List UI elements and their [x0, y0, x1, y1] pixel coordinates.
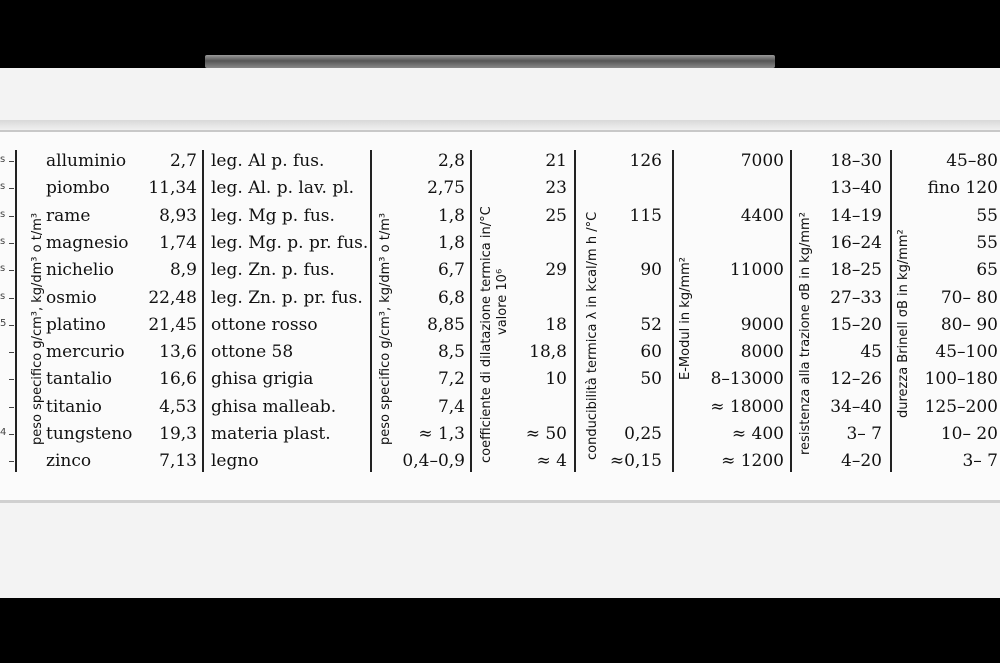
alloy-density: 2,75 — [427, 178, 465, 199]
alloy-density: 7,4 — [437, 396, 465, 417]
metal-name: piombo — [46, 178, 110, 199]
alloy-density: 2,8 — [437, 151, 465, 171]
alloy-name: leg. Mg p. fus. — [211, 205, 335, 226]
metal-name: nichelio — [46, 260, 115, 281]
scale-tick — [9, 188, 14, 189]
scale-tick-label: s — [0, 181, 6, 193]
alloy-conducibilita: 0,25 — [624, 424, 662, 444]
alloy-dilatazione: ≈ 50 — [525, 424, 567, 444]
alloy-dilatazione: 18 — [545, 314, 567, 335]
alloy-name: legno — [211, 451, 259, 472]
separator-density — [470, 150, 472, 472]
alloy-density: 7,2 — [437, 369, 465, 390]
header-brinell: durezza Brinell σB in kg/mm² — [896, 229, 911, 418]
metal-name: titanio — [46, 396, 102, 417]
alloy-trazione: 4–20 — [841, 451, 882, 472]
alloy-dilatazione: 21 — [545, 151, 567, 171]
scale-tick — [9, 379, 14, 380]
alloy-name: ghisa malleab. — [211, 396, 337, 417]
scale-tick — [9, 298, 14, 299]
ruler-clip — [205, 55, 775, 68]
alloy-name: leg. Mg. p. pr. fus. — [211, 232, 369, 253]
metal-name: rame — [46, 205, 91, 226]
alloy-name: materia plast. — [211, 424, 331, 444]
alloy-dilatazione: 29 — [545, 260, 567, 281]
alloy-brinell: 3– 7 — [962, 451, 998, 472]
alloy-trazione: 27–33 — [830, 287, 882, 308]
alloy-trazione: 34–40 — [830, 396, 882, 417]
header-emodul: E-Modul in kg/mm² — [678, 257, 693, 380]
ruler-edge-bottom — [0, 500, 1000, 503]
scale-tick — [9, 243, 14, 244]
alloy-trazione: 18–25 — [830, 260, 882, 281]
scale-tick-label: s — [0, 263, 6, 275]
alloy-density: 6,8 — [437, 287, 465, 308]
alloy-emodul: 11000 — [729, 260, 784, 281]
alloy-density: ≈ 1,3 — [418, 424, 465, 444]
alloy-trazione: 3– 7 — [846, 424, 882, 444]
metal-name: magnesio — [46, 232, 129, 253]
alloy-name: leg. Zn. p. pr. fus. — [211, 287, 363, 308]
alloy-brinell: 65 — [976, 260, 998, 281]
alloy-brinell: 80– 90 — [940, 314, 998, 335]
alloy-dilatazione: ≈ 4 — [536, 451, 567, 472]
alloy-conducibilita: 50 — [640, 369, 662, 390]
header-peso-specifico-1: peso specifico g/cm³, kg/dm³ o t/m³ — [30, 212, 45, 445]
separator-conducibilita — [672, 150, 674, 472]
alloy-name: leg. Al. p. lav. pl. — [211, 178, 355, 199]
alloy-trazione: 14–19 — [830, 205, 882, 226]
metal-density: 1,74 — [159, 232, 197, 253]
alloy-conducibilita: 52 — [640, 314, 662, 335]
metal-density: 8,93 — [159, 205, 197, 226]
alloy-brinell: 45–80 — [946, 151, 998, 171]
alloy-name: ghisa grigia — [211, 369, 314, 390]
alloy-trazione: 12–26 — [830, 369, 882, 390]
scale-tick-label: s — [0, 290, 6, 302]
alloy-emodul: 8–13000 — [710, 369, 784, 390]
scale-tick — [9, 161, 14, 162]
scale-tick-label: s — [0, 208, 6, 220]
alloy-brinell: 55 — [976, 232, 998, 253]
metal-name: tungsteno — [46, 424, 133, 444]
alloy-emodul: 7000 — [740, 151, 784, 171]
alloy-name: ottone rosso — [211, 314, 318, 335]
alloy-conducibilita: 126 — [629, 151, 662, 171]
metal-density: 4,53 — [159, 396, 197, 417]
separator-metals — [202, 150, 204, 472]
metal-density: 8,9 — [169, 260, 197, 281]
alloy-density: 8,85 — [427, 314, 465, 335]
alloy-brinell: 125–200 — [924, 396, 998, 417]
alloy-name: ottone 58 — [211, 342, 294, 363]
metal-density: 16,6 — [159, 369, 197, 390]
alloy-brinell: 10– 20 — [940, 424, 998, 444]
alloy-conducibilita: 115 — [629, 205, 662, 226]
alloy-emodul: 4400 — [740, 205, 784, 226]
metal-name: osmio — [46, 287, 97, 308]
metal-name: alluminio — [46, 151, 127, 171]
separator-left — [15, 150, 17, 472]
alloy-brinell: 45–100 — [935, 342, 998, 363]
alloy-brinell: 100–180 — [924, 369, 998, 390]
metal-density: 21,45 — [148, 314, 197, 335]
alloy-name: leg. Zn. p. fus. — [211, 260, 335, 281]
alloy-density: 0,4–0,9 — [402, 451, 465, 472]
separator-dilatazione — [574, 150, 576, 472]
background-bottom — [0, 598, 1000, 663]
alloy-dilatazione: 18,8 — [529, 342, 567, 363]
header-trazione: resistenza alla trazione σB in kg/mm² — [798, 212, 813, 455]
alloy-density: 1,8 — [437, 205, 465, 226]
alloy-dilatazione: 10 — [545, 369, 567, 390]
metal-name: platino — [46, 314, 106, 335]
scale-tick — [9, 325, 14, 326]
alloy-trazione: 13–40 — [830, 178, 882, 199]
alloy-density: 6,7 — [437, 260, 465, 281]
alloy-brinell: 55 — [976, 205, 998, 226]
header-dilatazione-valore: valore 10⁶ — [495, 268, 510, 335]
ruler-edge-top — [0, 130, 1000, 132]
scale-tick-label: 5 — [0, 317, 7, 329]
alloy-emodul: ≈ 18000 — [710, 396, 784, 417]
separator-alloys — [370, 150, 372, 472]
metal-density: 19,3 — [159, 424, 197, 444]
scale-tick — [9, 407, 14, 408]
alloy-trazione: 45 — [860, 342, 882, 363]
metal-density: 2,7 — [169, 151, 197, 171]
alloy-density: 1,8 — [437, 232, 465, 253]
header-conducibilita: conducibilità termica λ in kcal/m h /°C — [585, 211, 600, 460]
scale-tick — [9, 216, 14, 217]
scale-tick — [9, 352, 14, 353]
scale-tick — [9, 434, 14, 435]
panel-shadow — [0, 120, 1000, 130]
separator-emodul — [790, 150, 792, 472]
metal-density: 13,6 — [159, 342, 197, 363]
alloy-conducibilita: ≈0,15 — [609, 451, 662, 472]
scale-tick-label: s — [0, 235, 6, 247]
alloy-name: leg. Al p. fus. — [211, 151, 325, 171]
alloy-brinell: fino 120 — [927, 178, 998, 199]
alloy-trazione: 15–20 — [830, 314, 882, 335]
metal-density: 11,34 — [148, 178, 197, 199]
alloy-trazione: 16–24 — [830, 232, 882, 253]
alloy-emodul: ≈ 1200 — [721, 451, 784, 472]
alloy-conducibilita: 60 — [640, 342, 662, 363]
header-dilatazione: coefficiente di dilatazione termica in/°C — [479, 206, 494, 463]
alloy-density: 8,5 — [437, 342, 465, 363]
alloy-emodul: 8000 — [740, 342, 784, 363]
scale-tick — [9, 461, 14, 462]
metal-density: 22,48 — [148, 287, 197, 308]
separator-trazione — [890, 150, 892, 472]
alloy-conducibilita: 90 — [640, 260, 662, 281]
alloy-trazione: 18–30 — [830, 151, 882, 171]
metal-density: 7,13 — [159, 451, 197, 472]
alloy-brinell: 70– 80 — [940, 287, 998, 308]
scale-tick — [9, 270, 14, 271]
alloy-emodul: ≈ 400 — [731, 424, 784, 444]
alloy-emodul: 9000 — [740, 314, 784, 335]
alloy-dilatazione: 23 — [545, 178, 567, 199]
metal-name: zinco — [46, 451, 92, 472]
scale-tick-label: s — [0, 154, 6, 165]
metal-name: tantalio — [46, 369, 112, 390]
header-peso-specifico-2: peso specifico g/cm³, kg/dm³ o t/m³ — [378, 212, 393, 445]
scale-tick-label: 4 — [0, 427, 7, 438]
metal-name: mercurio — [46, 342, 125, 363]
alloy-dilatazione: 25 — [545, 205, 567, 226]
